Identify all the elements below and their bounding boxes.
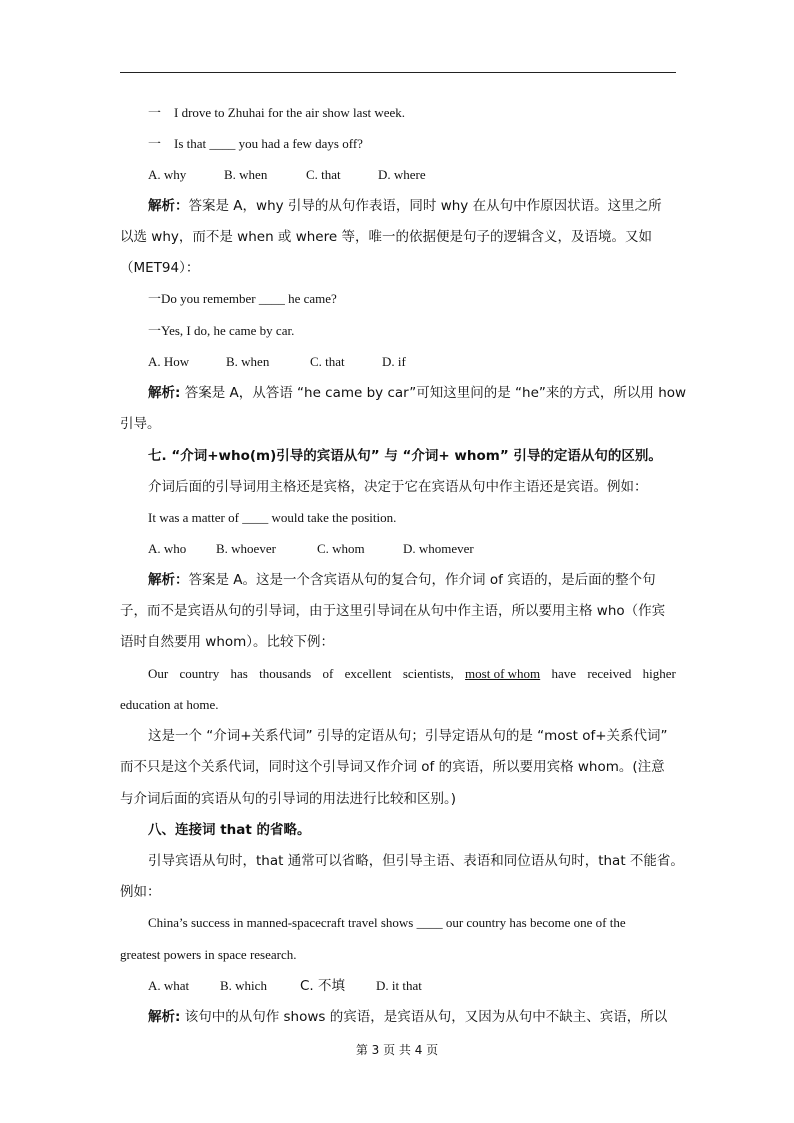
answer-text: 该句中的从句作 shows 的宾语，是宾语从句，又因为从句中不缺主、宾语，所以 [180,1009,668,1025]
answer2-line2: 引导。 [120,416,161,432]
word: has [230,666,248,681]
option: C. whom [317,541,365,556]
option: D. it that [376,978,422,993]
header-rule [120,72,676,73]
word: of [322,666,334,681]
section-7-intro: 介词后面的引导词用主格还是宾格，决定于它在宾语从句中作主语还是宾语。例如： [148,479,648,495]
word: Our [148,666,169,681]
word: country [179,666,220,681]
word: have [551,666,577,681]
q2-line1: 一Do you remember ____ he came? [148,291,337,306]
option: B. when [226,354,270,369]
section-8-intro-line2: 例如： [120,884,161,900]
section-8-intro-line1: 引导宾语从句时，that 通常可以省略，但引导主语、表语和同位语从句时，that 不能省。 [148,853,684,869]
option: A. How [148,354,190,369]
answer1-line1 [148,196,676,216]
option: B. which [220,978,267,993]
section-7-answer-line2: 子，而不是宾语从句的引导词，由于这里引导词在从句中作主语，所以要用主格 who（作宾 [120,603,666,619]
example-sentence-line2: education at home. [120,697,219,712]
option: A. who [148,541,187,556]
answer-text: 答案是 A。这是一个含宾语从句的复合句，作介词 of 宾语的，是后面的整个句 [188,572,656,588]
analysis-label: 解析： [148,572,189,588]
option: C. 不填 [300,978,346,994]
section-7-heading: 七. “介词+who(m)引导的宾语从句” 与 “介词+ whom” 引导的定语从句的区别。 [148,448,662,464]
analysis-label: 解析: [148,1009,181,1025]
answer-text: 答案是 A，从答语 “he came by car”可知这里问的是 “he”来的方式，所以用 how [180,385,687,401]
answer1-line2: 以选 why，而不是 when 或 where 等，唯一的依据便是句子的逻辑含义，及语境。又如 [120,229,652,245]
analysis-label: 解析： [148,198,189,214]
section-8-answer-line1 [148,1007,676,1027]
underlined-phrase: most of whom [465,666,541,681]
section-7-options [148,539,676,559]
section-8-question-line1: China’s success in manned-spacecraft travel shows ____ our country has become one of the [148,915,626,930]
option: D. where [378,167,426,182]
word: received [587,666,632,681]
example-sentence-line1 [148,664,676,684]
q2-line2: 一Yes, I do, he came by car. [148,323,295,338]
answer1-line3: （MET94）： [120,260,200,276]
option: D. if [382,354,406,369]
answer2-line1 [148,383,687,403]
section-8-question-line2: greatest powers in space research. [120,947,297,962]
section-7-answer-line1 [148,570,676,590]
section-8-heading: 八、连接词 that 的省略。 [148,822,311,838]
option: D. whomever [403,541,474,556]
q1-line2: 一 Is that ____ you had a few days off? [148,136,363,151]
option: C. that [310,354,345,369]
word: excellent [344,666,392,681]
option: A. why [148,167,187,182]
section-7-note-line1: 这是一个 “介词+关系代词” 引导的定语从句；引导定语从句的是 “most of+关系代词” [148,728,668,744]
option: B. when [224,167,268,182]
section-7-note-line3: 与介词后面的宾语从句的引导词的用法进行比较和区别。) [120,791,457,807]
q1-options [148,165,676,185]
option: C. that [306,167,341,182]
analysis-label: 解析: [148,385,181,401]
word: thousands [259,666,312,681]
section-8-options [148,976,676,996]
answer-text: 答案是 A，why 引导的从句作表语，同时 why 在从句中作原因状语。这里之所 [188,198,662,214]
section-7-answer-line3: 语时自然要用 whom）。比较下例： [120,634,335,650]
option: B. whoever [216,541,276,556]
word: scientists, [402,666,454,681]
q2-options [148,352,676,372]
q1-line1: 一 I drove to Zhuhai for the air show last week. [148,105,406,120]
option: A. what [148,978,190,993]
section-7-question: It was a matter of ____ would take the position. [148,510,397,525]
section-7-note-line2: 而不只是这个关系代词，同时这个引导词又作介词 of 的宾语，所以要用宾格 whom。(注意 [120,759,665,775]
word: higher [642,666,676,681]
page-footer: 第 3 页 共 4 页 [355,1043,439,1057]
